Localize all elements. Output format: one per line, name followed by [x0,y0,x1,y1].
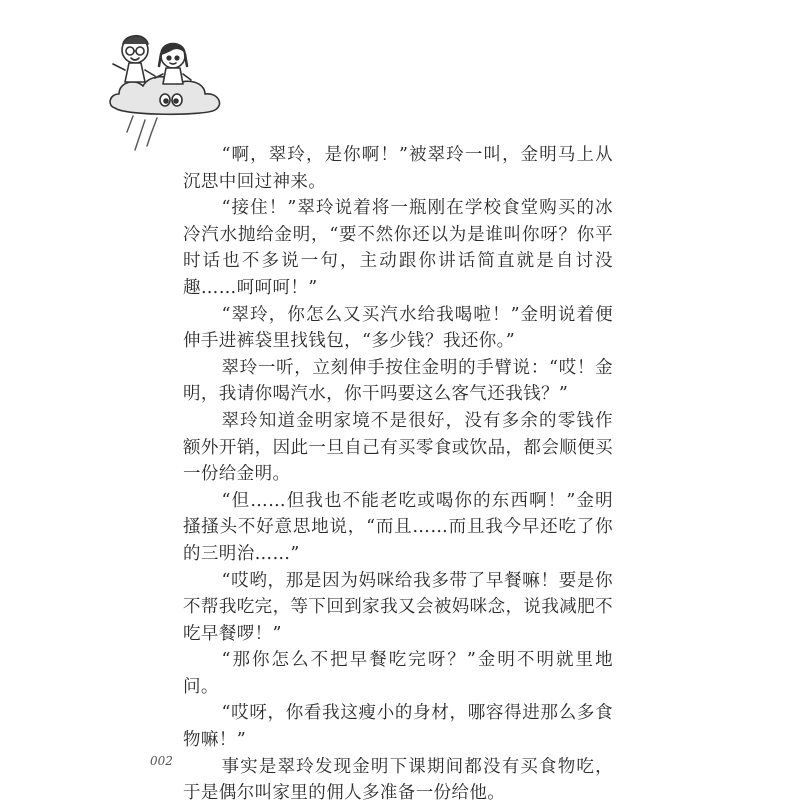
paragraph: “翠玲，你怎么又买汽水给我喝啦！”金明说着便伸手进裤袋里找钱包，“多少钱？我还你。” [183,304,613,352]
paragraph: “啊，翠玲，是你啊！”被翠玲一叫，金明马上从沉思中回过神来。 [183,145,613,192]
paragraph: “但……但我也不能老吃或喝你的东西啊！”金明搔搔头不好意思地说，“而且……而且我今早还吃了你的三明治……” [183,490,613,564]
cloud-with-two-children-icon [105,20,230,155]
paragraph: 翠玲知道金明家境不是很好，没有多余的零钱作额外开销，因此一旦自己有买零食或饮品，都会顺便买一份给金明。 [183,410,613,485]
paragraph: 翠玲一听，立刻伸手按住金明的手臂说：“哎！金明，我请你喝汽水，你干吗要这么客气还我钱？” [183,357,613,405]
story-text [183,142,613,807]
paragraph: “接住！”翠玲说着将一瓶刚在学校食堂购买的冰冷汽水抛给金明，“要不然你还以为是谁叫你呀？你平时话也不多说一句，主动跟你讲话简直就是自讨没趣……呵呵呵！” [183,198,613,298]
paragraph: “哎呀，你看我这瘦小的身材，哪容得进那么多食物嘛！” [183,703,613,751]
paragraph: “哎哟，那是因为妈咪给我多带了早餐嘛！要是你不帮我吃完，等下回到家我又会被妈咪念，说我减肥不吃早餐啰！” [183,570,613,644]
page-number: 002 [150,754,173,768]
paragraph: “那你怎么不把早餐吃完呀？”金明不明就里地问。 [183,650,613,697]
paragraph: 事实是翠玲发现金明下课期间都没有买食物吃，于是偶尔叫家里的佣人多准备一份给他。 [183,756,613,804]
